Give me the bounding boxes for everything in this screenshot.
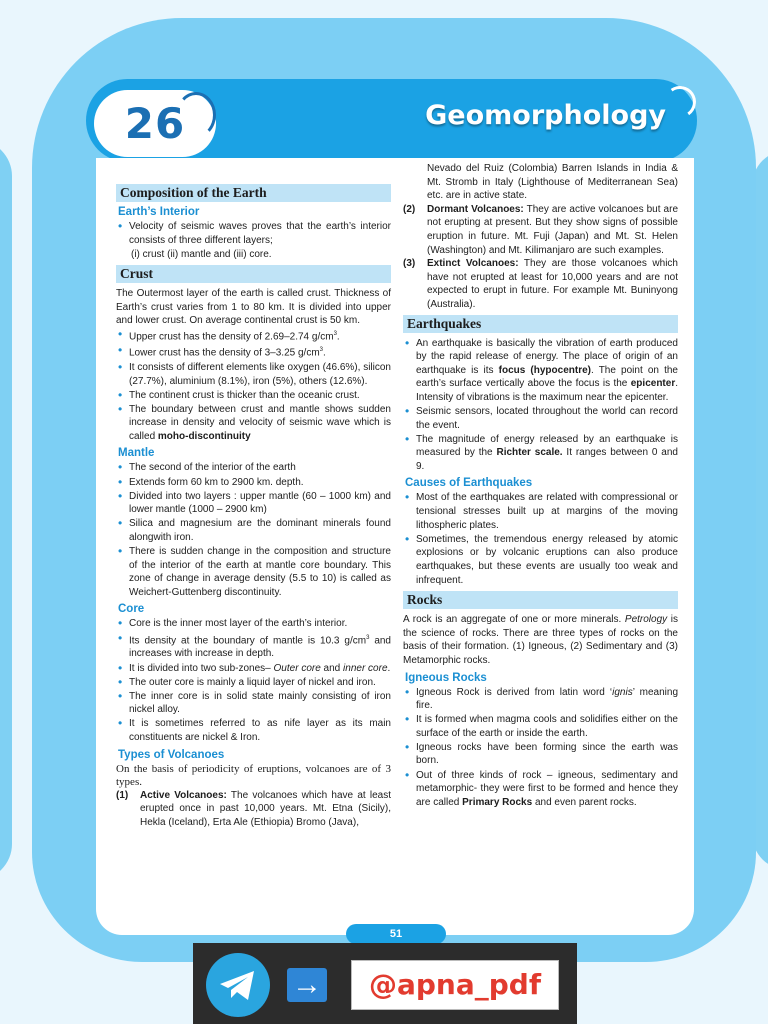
list-item-dormant-volcanoes: (2) Dormant Volcanoes: They are active volcanoes but are not erupting at present. But they show signs of possible eruption in future. Mt. Fuji (Japan) and Mt. St. Helen (Washington) and Mt. Kilimanjaro are such examples. <box>403 203 678 256</box>
badge-arc-decoration <box>176 92 216 138</box>
list-item: • The inner core is in solid state mainly consisting of iron nickel alloy. <box>129 690 391 717</box>
crust-list <box>116 328 391 443</box>
subheading-igneous-rocks: Igneous Rocks <box>405 671 487 684</box>
causes-list <box>403 491 678 587</box>
list-item: • There is sudden change in the composition and structure of the interior of the earth at mantle core boundary. This zone of change in average density (5.5 to 10) is called as Weichert-Guttenberg discontinuity. <box>129 545 391 599</box>
core-list <box>116 617 391 744</box>
list-item: • Igneous Rock is derived from latin word ‘ignis’ meaning fire. <box>416 686 678 713</box>
list-item: • Extends form 60 km to 2900 km. depth. <box>129 476 391 490</box>
chapter-number: 26 <box>124 99 186 148</box>
adjacent-page-left-edge <box>0 140 12 880</box>
list-item: • It is formed when magma cools and solidifies either on the surface of the earth or inside the earth. <box>416 713 678 740</box>
active-volcanoes-continued: Nevado del Ruiz (Colombia) Barren Islands in India & Mt. Stromb in Italy (Lighthouse of Mediterranean Sea) etc. are in active state. <box>427 163 678 202</box>
left-column <box>116 184 391 829</box>
subheading-causes-of-earthquakes: Causes of Earthquakes <box>405 477 533 490</box>
interior-list <box>116 220 391 247</box>
section-heading-rocks: Rocks <box>403 591 678 609</box>
list-item: • Most of the earthquakes are related with compressional or tensional stresses built up at margins of the moving lithospheric plates. <box>416 491 678 532</box>
page-number: 51 <box>346 924 446 944</box>
list-item: • Its density at the boundary of mantle is 10.3 $g/cm^3$ and increases with increase in depth. <box>129 632 391 662</box>
list-item: • The continent crust is thicker than the oceanic crust. <box>129 389 391 403</box>
list-item: • It is divided into two sub-zones– Outer core and inner core. <box>129 662 391 676</box>
subheading-core: Core <box>118 603 145 616</box>
list-item: • Lower crust has the density of 3–3.25 $g/cm^3$. <box>129 344 391 360</box>
interior-layers: (i) crust (ii) mantle and (iii) core. <box>131 248 272 260</box>
list-item: • Velocity of seismic waves proves that the earth’s interior consists of three different layers; <box>129 220 391 247</box>
volcano-types-intro: On the basis of periodicity of eruptions, volcanoes are of 3 types. <box>116 762 391 788</box>
section-heading-composition: Composition of the Earth <box>116 184 391 202</box>
mantle-list <box>116 461 391 599</box>
subheading-mantle: Mantle <box>118 447 155 460</box>
volcano-list-start <box>116 789 391 830</box>
subheading-types-of-volcanoes: Types of Volcanoes <box>118 748 225 761</box>
earthquakes-list <box>403 337 678 474</box>
list-item: • The second of the interior of the earth <box>129 461 391 475</box>
list-item: • The magnitude of energy released by an earthquake is measured by the Richter scale. It ranges between 0 and 9. <box>416 433 678 474</box>
list-item: • An earthquake is basically the vibration of earth produced by the rapid release of energy. The place of origin of an earthquake is its focus (hypocentre). The point on the earth’s surface vertically above the focus is the epicenter. Intensity of vibrations is the maximum near the epicenter. <box>416 337 678 405</box>
page-content <box>96 158 694 935</box>
right-arrow-icon: → <box>287 968 327 1002</box>
telegram-icon <box>206 953 270 1017</box>
section-heading-earthquakes: Earthquakes <box>403 315 678 333</box>
list-item: • The outer core is mainly a liquid layer of nickel and iron. <box>129 676 391 690</box>
list-item-active-volcanoes: (1) Active Volcanoes: The volcanoes which have at least erupted once in past 10,000 years. Mt. Etna (Sicily), Hekla (Iceland), Erta Ale (Ethiopia) Bromo (Java), <box>116 789 392 828</box>
list-item-extinct-volcanoes: (3) Extinct Volcanoes: They are those volcanoes which have not erupted at least for 10,000 years and are not expected to erupt in future. For example Mt. Buninyong (Australia). <box>403 258 678 310</box>
igneous-list <box>403 686 678 810</box>
volcano-list-continued <box>403 203 678 312</box>
chapter-title: Geomorphology <box>425 100 666 131</box>
rocks-intro: A rock is an aggregate of one or more minerals. Petrology is the science of rocks. There are three types of rocks on the basis of their formation. (1) Igneous, (2) Sedimentary and (3) Metamorphic rocks. <box>403 614 679 666</box>
right-column <box>403 162 678 810</box>
list-item: • Divided into two layers : upper mantle (60 – 1000 km) and lower mantle (1000 – 2900 km) <box>129 490 391 517</box>
list-item: • Sometimes, the tremendous energy released by atomic explosions or by volcanic eruptions can also produce earthquakes, but these events are usually too weak and infrequent. <box>416 533 678 587</box>
list-item: • It is sometimes referred to as nife layer as its main constituents are nickel & Iron. <box>129 717 391 744</box>
list-item: • Out of three kinds of rock – igneous, sedimentary and metamorphic- they were first to be formed and hence they are called Primary Rocks and even parent rocks. <box>416 769 678 810</box>
list-item: • Upper crust has the density of 2.69–2.74 $g/cm^3$. <box>129 328 391 344</box>
list-item: • Core is the inner most layer of the earth’s interior. <box>129 617 391 631</box>
list-item: • Seismic sensors, located throughout the world can record the event. <box>416 405 678 432</box>
list-item: • It consists of different elements like oxygen (46.6%), silicon (27.7%), aluminium (8.1%), iron (5%), others (12.6%). <box>129 361 391 388</box>
list-item: • Silica and magnesium are the dominant minerals found alongwith iron. <box>129 517 391 544</box>
section-heading-crust: Crust <box>116 265 391 283</box>
watermark-banner <box>193 943 577 1024</box>
crust-intro: The Outermost layer of the earth is called crust. Thickness of Earth’s crust varies from 1 to 80 km. It is divided into upper and lower crust. On average continental crust is 50 km. <box>116 288 391 327</box>
list-item: • The boundary between crust and mantle shows sudden increase in density and velocity of seismic wave which is called moho-discontinuity <box>129 403 391 444</box>
list-item: • Igneous rocks have been forming since the earth was born. <box>416 741 678 768</box>
channel-handle: @apna_pdf <box>351 960 559 1010</box>
subheading-earths-interior: Earth’s Interior <box>118 206 200 218</box>
